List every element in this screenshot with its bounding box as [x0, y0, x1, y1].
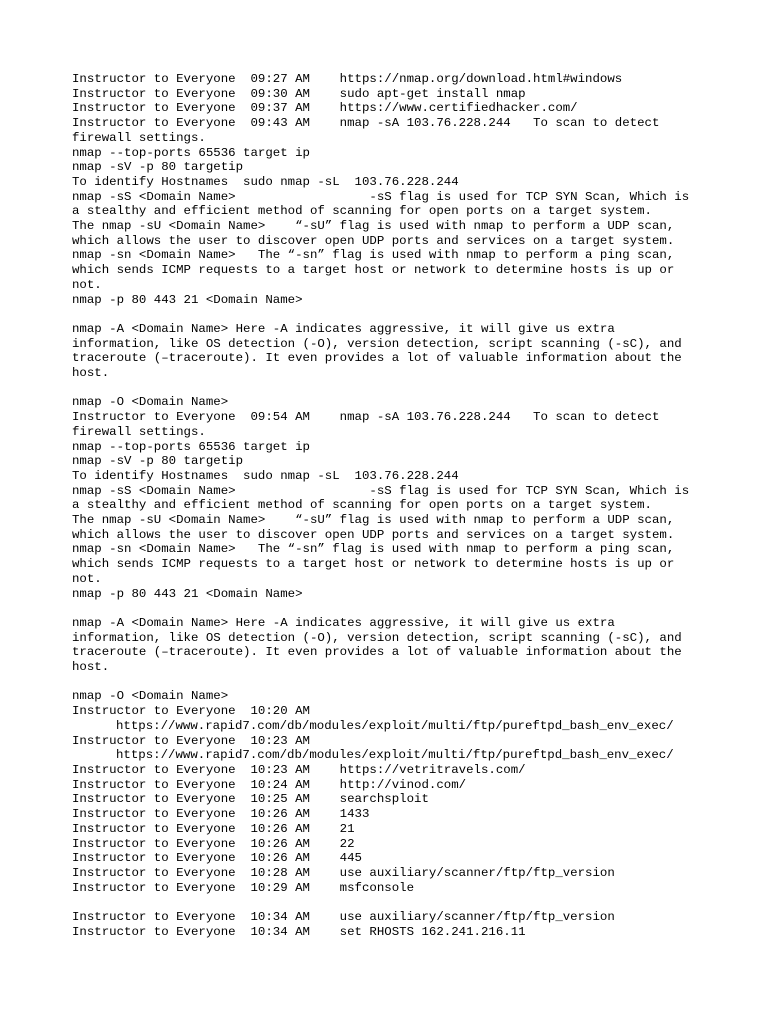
- text-line: Instructor to Everyone 10:29 AM msfconsole: [72, 880, 415, 895]
- text-line: To identify Hostnames sudo nmap -sL 103.76.228.244: [72, 468, 459, 483]
- text-line: which sends ICMP requests to a target host or network to determine hosts is up or: [72, 557, 675, 572]
- text-line: Instructor to Everyone 10:34 AM set RHOSTS 162.241.216.11: [72, 924, 526, 939]
- text-line: nmap -p 80 443 21 <Domain Name>: [72, 586, 303, 601]
- text-line: not.: [72, 277, 102, 292]
- text-line: firewall settings.: [72, 130, 206, 145]
- text-line: a stealthy and efficient method of scanning for open ports on a target system.: [72, 498, 652, 513]
- text-line: a stealthy and efficient method of scanning for open ports on a target system.: [72, 204, 652, 219]
- text-line: Instructor to Everyone 10:26 AM 22: [72, 836, 355, 851]
- text-line: Instructor to Everyone 09:30 AM sudo apt-get install nmap: [72, 86, 526, 101]
- blank-line: [72, 307, 732, 322]
- text-line: Instructor to Everyone 09:37 AM https://www.certifiedhacker.com/: [72, 101, 578, 116]
- blank-line: [72, 601, 732, 616]
- text-line: Instructor to Everyone 09:27 AM https://nmap.org/download.html#windows: [72, 72, 623, 86]
- text-line: Instructor to Everyone 10:23 AM https://vetritravels.com/: [72, 762, 526, 777]
- blank-line: [72, 895, 732, 910]
- text-line: nmap -sn <Domain Name> The “-sn” flag is used with nmap to perform a ping scan,: [72, 542, 675, 557]
- text-line: host.: [72, 660, 110, 675]
- text-line: which allows the user to discover open UDP ports and services on a target system.: [72, 233, 675, 248]
- text-line: information, like OS detection (-O), version detection, script scanning (-sC), and: [72, 336, 682, 351]
- text-line: The nmap -sU <Domain Name> “-sU” flag is used with nmap to perform a UDP scan,: [72, 219, 675, 234]
- text-line: Instructor to Everyone 10:24 AM http://vinod.com/: [72, 777, 467, 792]
- text-line: Instructor to Everyone 10:25 AM searchsploit: [72, 792, 429, 807]
- text-line: traceroute (–traceroute). It even provides a lot of valuable information about the: [72, 645, 682, 660]
- text-line: Instructor to Everyone 09:54 AM nmap -sA 103.76.228.244 To scan to detect: [72, 410, 660, 425]
- text-line: Instructor to Everyone 10:26 AM 21: [72, 821, 355, 836]
- text-line: which sends ICMP requests to a target host or network to determine hosts is up or: [72, 263, 675, 278]
- text-line: Instructor to Everyone 10:28 AM use auxiliary/scanner/ftp/ftp_version: [72, 865, 615, 880]
- text-line: nmap -sS <Domain Name> -sS flag is used for TCP SYN Scan, Which is: [72, 189, 690, 204]
- text-line: nmap --top-ports 65536 target ip: [72, 439, 310, 454]
- link-line[interactable]: https://www.rapid7.com/db/modules/exploit/multi/ftp/pureftpd_bash_env_exec/: [116, 718, 674, 733]
- text-line: Instructor to Everyone 09:43 AM nmap -sA 103.76.228.244 To scan to detect: [72, 116, 660, 131]
- chat-transcript-document: [72, 72, 732, 939]
- text-line: which allows the user to discover open UDP ports and services on a target system.: [72, 527, 675, 542]
- text-line: nmap -p 80 443 21 <Domain Name>: [72, 292, 303, 307]
- text-line: Instructor to Everyone 10:26 AM 445: [72, 851, 362, 866]
- text-line: To identify Hostnames sudo nmap -sL 103.76.228.244: [72, 174, 459, 189]
- text-line: The nmap -sU <Domain Name> “-sU” flag is used with nmap to perform a UDP scan,: [72, 513, 675, 528]
- text-line: Instructor to Everyone 10:34 AM use auxiliary/scanner/ftp/ftp_version: [72, 910, 615, 924]
- text-line: Instructor to Everyone 10:20 AM: [72, 704, 310, 719]
- blank-line: [72, 381, 732, 396]
- text-line: nmap -O <Domain Name>: [72, 689, 229, 704]
- text-line: traceroute (–traceroute). It even provides a lot of valuable information about the: [72, 351, 682, 366]
- text-line: firewall settings.: [72, 424, 206, 439]
- text-line: not.: [72, 571, 102, 586]
- text-line: nmap -sS <Domain Name> -sS flag is used for TCP SYN Scan, Which is: [72, 483, 690, 498]
- blank-line: [72, 675, 732, 690]
- text-line: nmap -sV -p 80 targetip: [72, 160, 244, 175]
- text-line: nmap -O <Domain Name>: [72, 395, 229, 410]
- text-line: nmap -sn <Domain Name> The “-sn” flag is used with nmap to perform a ping scan,: [72, 248, 675, 263]
- text-line: Instructor to Everyone 10:26 AM 1433: [72, 807, 370, 822]
- link-line[interactable]: https://www.rapid7.com/db/modules/exploit/multi/ftp/pureftpd_bash_env_exec/: [116, 748, 674, 763]
- text-line: nmap -sV -p 80 targetip: [72, 454, 244, 469]
- text-line: information, like OS detection (-O), version detection, script scanning (-sC), and: [72, 630, 682, 645]
- text-line: Instructor to Everyone 10:23 AM: [72, 733, 310, 748]
- text-line: host.: [72, 366, 110, 381]
- text-line: nmap -A <Domain Name> Here -A indicates aggressive, it will give us extra: [72, 321, 615, 336]
- text-line: nmap --top-ports 65536 target ip: [72, 145, 310, 160]
- text-line: nmap -A <Domain Name> Here -A indicates aggressive, it will give us extra: [72, 615, 615, 630]
